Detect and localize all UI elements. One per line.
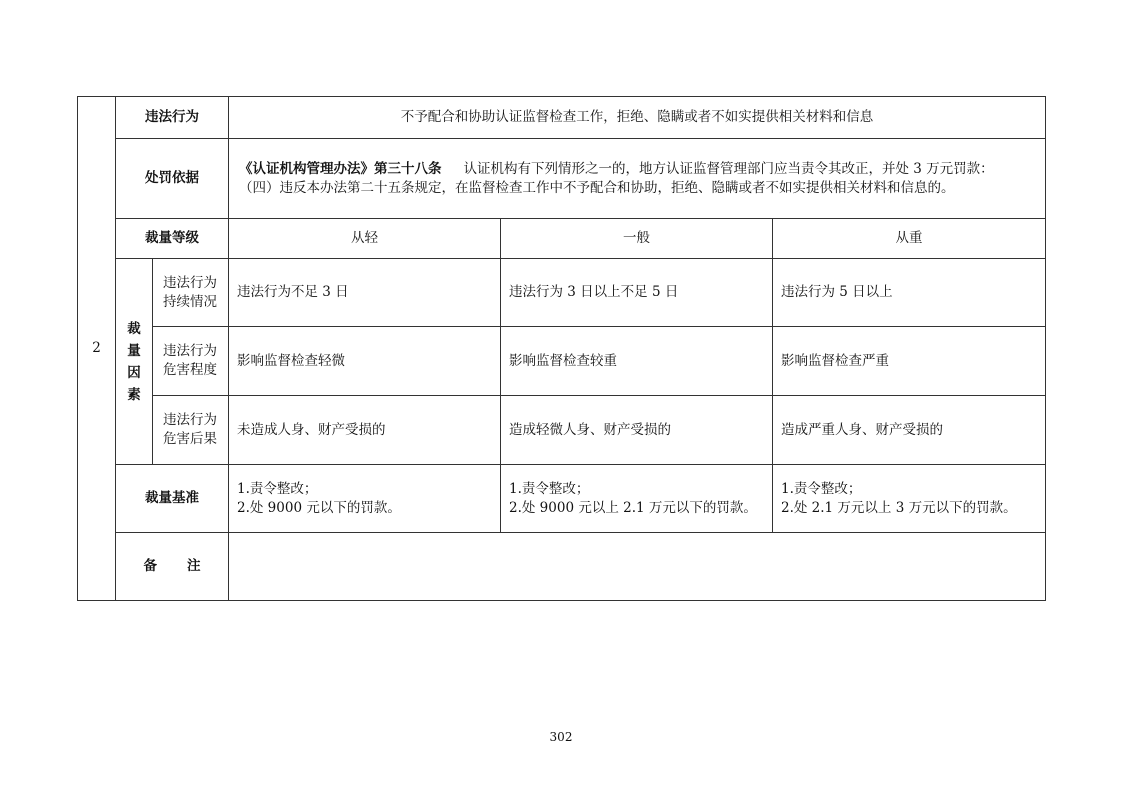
remarks-label: 备 注 [116, 533, 229, 601]
factor-label-consequence: 违法行为 危害后果 [153, 396, 229, 465]
standard-row [78, 465, 1046, 533]
factor-value: 造成轻微人身、财产受损的 [501, 396, 773, 465]
remarks-text [229, 533, 1046, 601]
factors-group-label: 裁 量 因 素 [116, 259, 153, 465]
levels-label: 裁量等级 [116, 219, 229, 259]
factor-value: 影响监督检查轻微 [229, 327, 501, 396]
basis-text-2: （四）违反本办法第二十五条规定，在监督检查工作中不予配合和协助，拒绝、隐瞒或者不如实提供相关材料和信息的。 [239, 179, 955, 196]
level-heavy: 从重 [773, 219, 1046, 259]
level-light: 从轻 [229, 219, 501, 259]
factor-row [78, 259, 1046, 327]
factor-value: 违法行为 5 日以上 [773, 259, 1046, 327]
basis-cell [229, 139, 1046, 219]
basis-label: 处罚依据 [116, 139, 229, 219]
standard-light: 1.责令整改； 2.处 9000 元以下的罚款。 [229, 465, 501, 533]
basis-row [78, 139, 1046, 219]
factor-value: 未造成人身、财产受损的 [229, 396, 501, 465]
factor-value: 违法行为 3 日以上不足 5 日 [501, 259, 773, 327]
standard-heavy: 1.责令整改； 2.处 2.1 万元以上 3 万元以下的罚款。 [773, 465, 1046, 533]
remarks-row [78, 533, 1046, 601]
factor-value: 影响监督检查严重 [773, 327, 1046, 396]
factor-label-duration: 违法行为 持续情况 [153, 259, 229, 327]
factor-label-degree: 违法行为 危害程度 [153, 327, 229, 396]
basis-title: 《认证机构管理办法》第三十八条 [239, 160, 442, 177]
basis-text-1: 认证机构有下列情形之一的，地方认证监督管理部门应当责令其改正，并处 3 万元罚款： [463, 160, 994, 177]
levels-row [78, 219, 1046, 259]
factor-value: 影响监督检查较重 [501, 327, 773, 396]
violation-row [78, 97, 1046, 139]
page-number: 302 [549, 730, 573, 744]
row-number: 2 [78, 97, 116, 601]
standard-label: 裁量基准 [116, 465, 229, 533]
level-general: 一般 [501, 219, 773, 259]
factor-row [78, 327, 1046, 396]
factor-row [78, 396, 1046, 465]
violation-text: 不予配合和协助认证监督检查工作，拒绝、隐瞒或者不如实提供相关材料和信息 [229, 97, 1046, 139]
factor-value: 违法行为不足 3 日 [229, 259, 501, 327]
violation-label: 违法行为 [116, 97, 229, 139]
factor-value: 造成严重人身、财产受损的 [773, 396, 1046, 465]
penalty-table [77, 96, 1046, 601]
basis-line-1 [239, 160, 1041, 179]
standard-general: 1.责令整改； 2.处 9000 元以上 2.1 万元以下的罚款。 [501, 465, 773, 533]
